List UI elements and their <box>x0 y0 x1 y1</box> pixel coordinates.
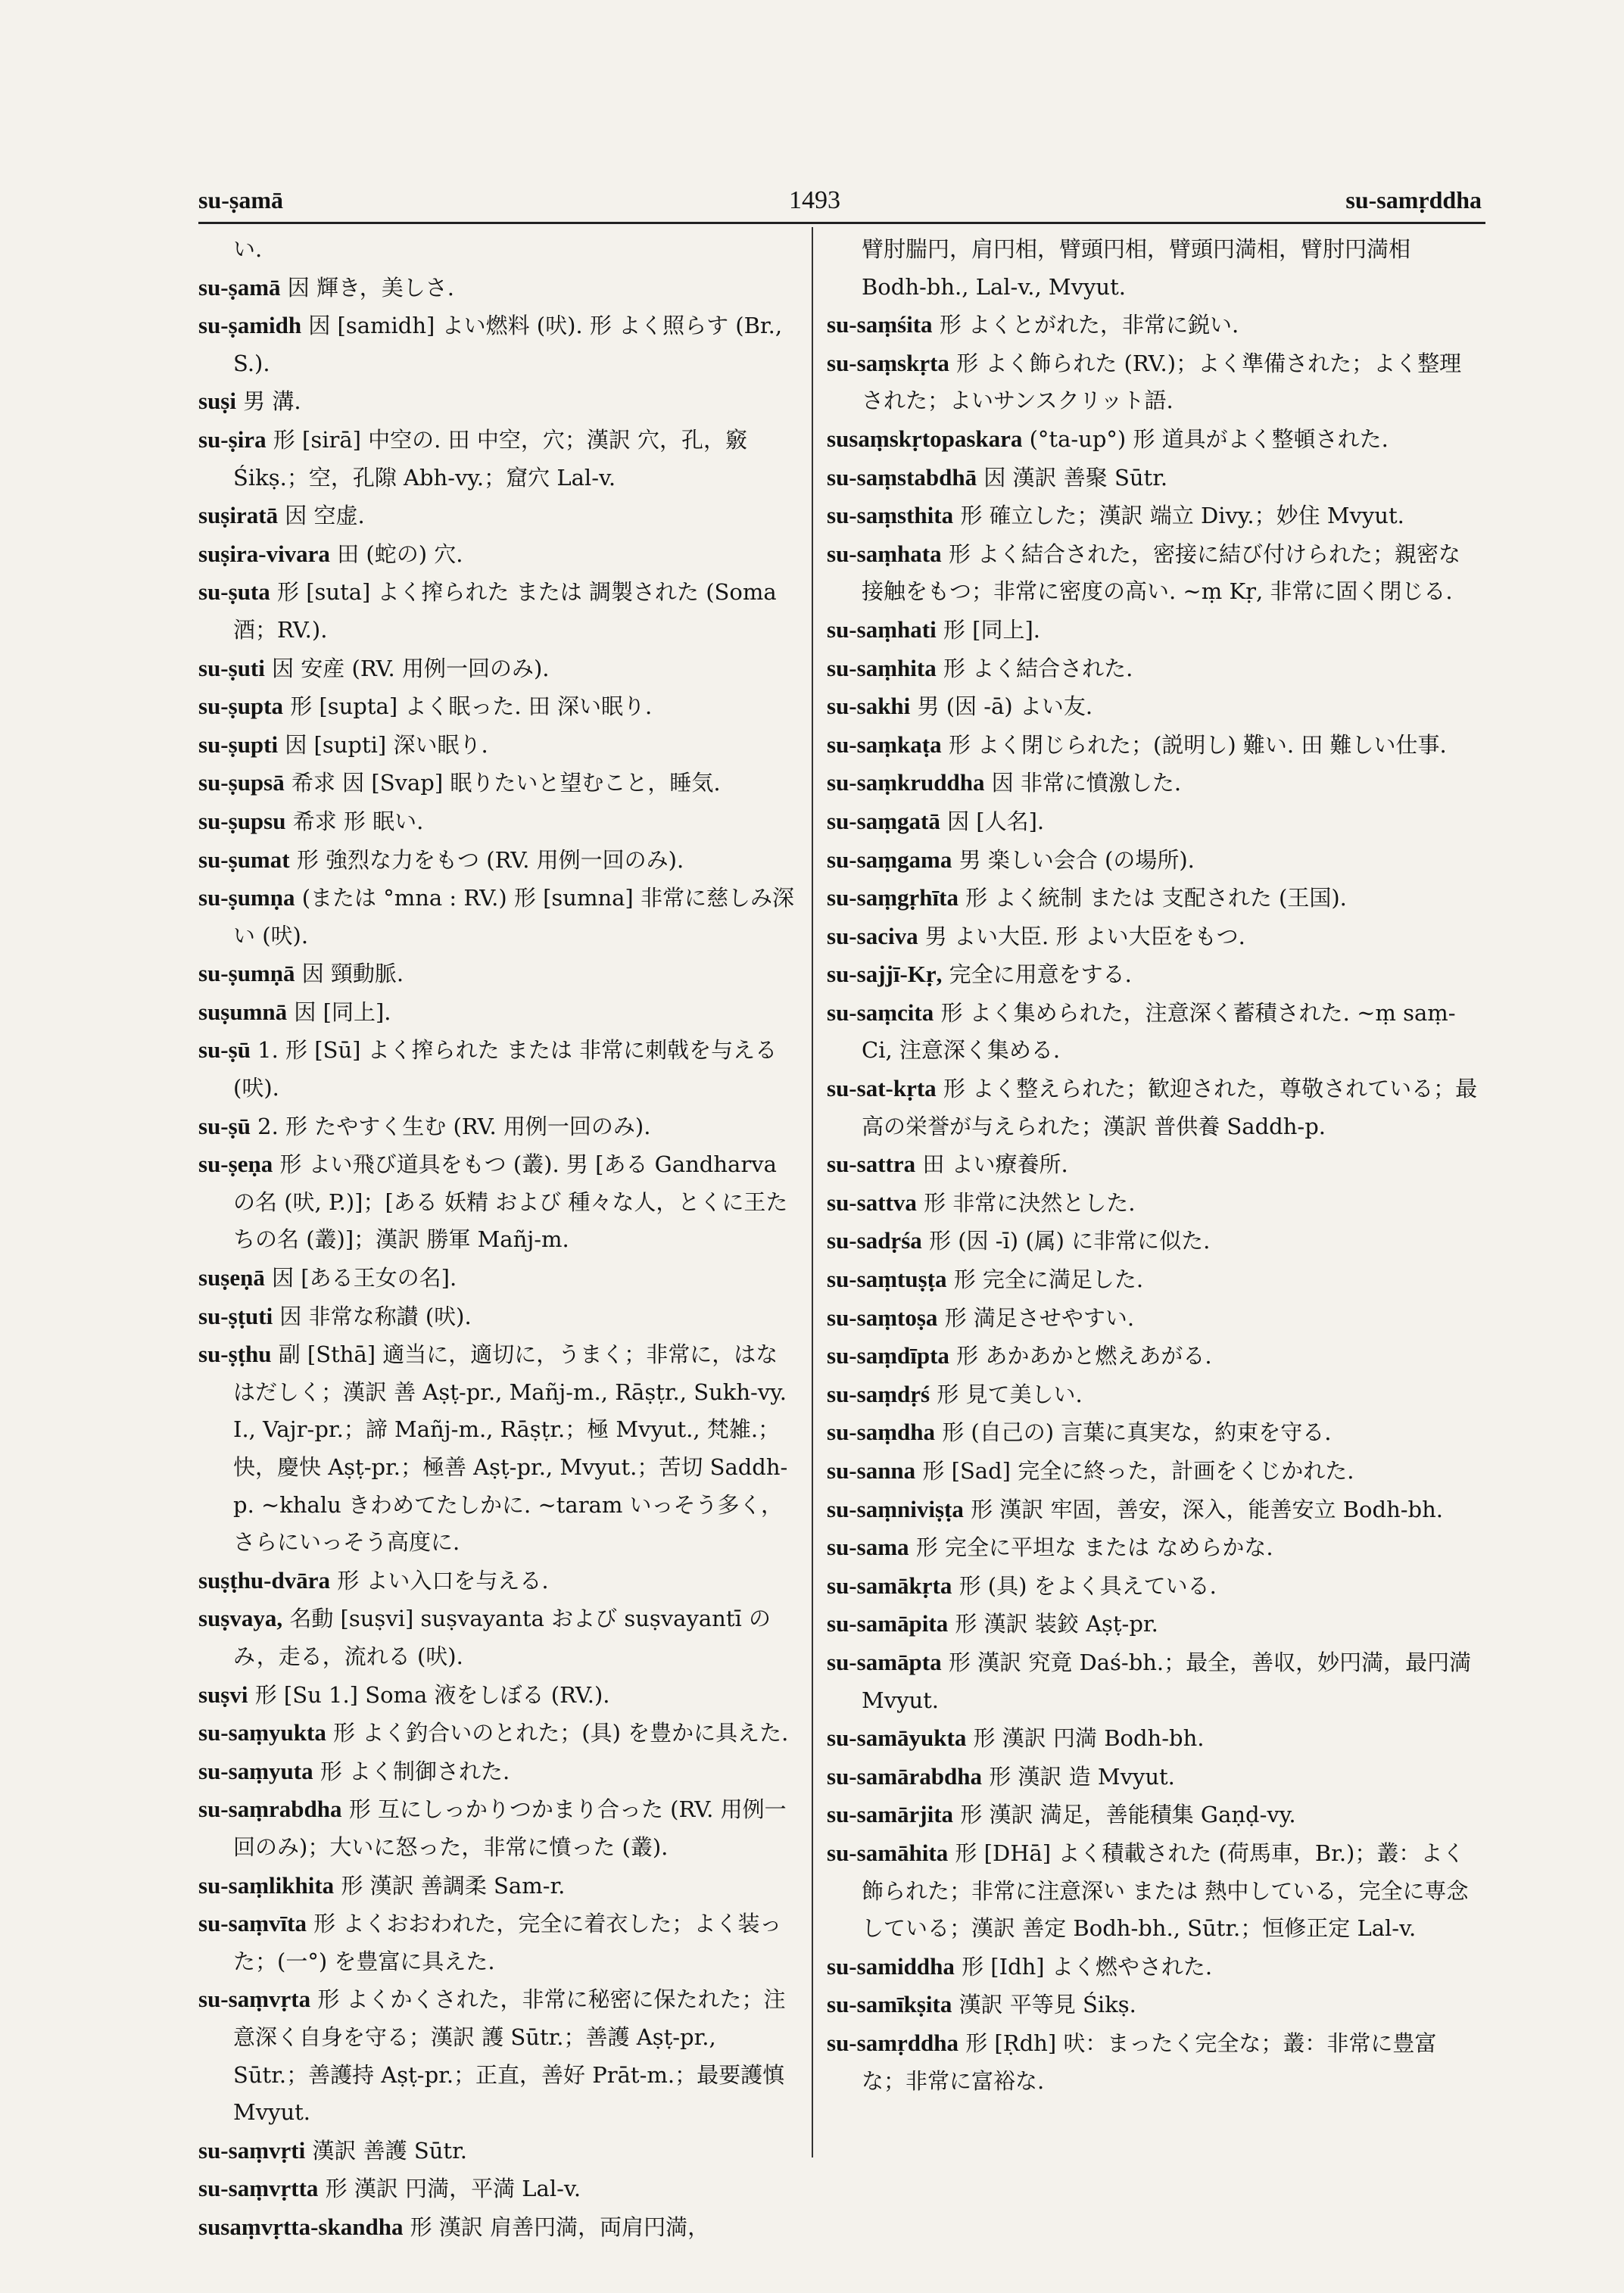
entry-headword: su-sattva <box>827 1189 917 1216</box>
dictionary-entry <box>198 2132 796 2170</box>
entry-headword: su-saṃtuṣṭa <box>827 1266 947 1293</box>
entry-definition: 形 漢訳 満足，善能積集 Gaṇḍ-vy. <box>960 1802 1296 1828</box>
entry-headword: su-ṣumṇa <box>198 884 295 911</box>
entry-definition: 形 よく整えられた；歓迎された，尊敬されている；最高の栄誉が与えられた；漢訳 普供養 Saddh-p. <box>862 1076 1478 1139</box>
dictionary-entry <box>827 802 1478 841</box>
entry-headword: su-samāhita <box>827 1839 949 1866</box>
entry-headword: su-ṣupti <box>198 731 279 758</box>
dictionary-entry <box>198 1867 796 1905</box>
dictionary-entry <box>198 231 796 269</box>
entry-definition: 形 漢訳 円満 Bodh-bh. <box>973 1725 1205 1752</box>
entry-headword: su-ṣamā <box>198 273 281 301</box>
entry-definition: 希求 因 [Svap] 眠りたいと望むこと，睡気. <box>291 770 721 796</box>
entry-headword: su-ṣumat <box>198 846 290 873</box>
entry-definition: 形 [Su 1.] Soma 液をしぼる (RV.). <box>254 1681 610 1708</box>
entry-headword: su-sadṛśa <box>827 1227 922 1254</box>
entry-definition: 形 よくおおわれた，完全に着衣した；よく装った；(一°) を豊富に具えた. <box>233 1911 782 1974</box>
dictionary-entry <box>827 1491 1478 1529</box>
entry-definition: 形 よく結合された. <box>943 655 1133 681</box>
dictionary-entry <box>198 726 796 765</box>
entry-definition: 形 [sirā] 中空の. 田 中空，穴；漢訳 穴，孔，竅 Śikṣ.；空，孔隙 Abh-vy.；窟穴 Lal-v. <box>233 426 748 491</box>
entry-headword: su-sattra <box>827 1151 916 1178</box>
dictionary-entry <box>827 726 1478 765</box>
dictionary-entry <box>198 841 796 880</box>
dictionary-entry <box>198 1298 796 1336</box>
entry-definition: 形 よく釣合いのとれた；(具) を豊かに具えた. <box>333 1720 789 1746</box>
entry-definition: 2. 形 たやすく生む (RV. 用例一回のみ). <box>257 1113 651 1139</box>
dictionary-entry <box>198 1259 796 1298</box>
dictionary-entry <box>198 1905 796 1980</box>
entry-headword: su-sakhi <box>827 693 911 720</box>
entry-definition: 形 [suta] よく搾られた または 調製された (Soma 酒；RV.). <box>233 579 777 643</box>
entry-headword: su-saṃlikhita <box>198 1871 335 1899</box>
entry-headword: su-saṃcita <box>827 999 934 1026</box>
entry-definition: 因 非常な称讃 (吠). <box>279 1303 472 1329</box>
entry-definition: 因 [同上]. <box>294 999 391 1025</box>
dictionary-entry <box>198 1108 796 1146</box>
dictionary-entry <box>827 1719 1478 1758</box>
header-rule <box>198 222 1485 224</box>
dictionary-entry <box>827 611 1478 650</box>
entry-headword: su-ṣṭhu <box>198 1341 272 1368</box>
entry-headword: su-samāyukta <box>827 1724 967 1752</box>
dictionary-entry <box>198 421 796 497</box>
entry-headword: suṣumnā <box>198 998 288 1025</box>
dictionary-entry <box>827 231 1478 306</box>
dictionary-entry <box>198 269 796 307</box>
dictionary-entry <box>827 1986 1478 2024</box>
entry-headword: su-sajjī-Kṛ, <box>827 961 943 988</box>
dictionary-entry <box>827 687 1478 726</box>
entry-definition: 形 完全に満足した. <box>953 1266 1144 1293</box>
entry-definition: (°ta-up°) 形 道具がよく整頓された. <box>1029 425 1389 452</box>
dictionary-entry <box>198 1676 796 1715</box>
entry-definition: 因 漢訳 善聚 Sūtr. <box>983 464 1168 491</box>
dictionary-entry <box>198 497 796 535</box>
entry-headword: susaṃskṛtopaskara <box>827 425 1023 452</box>
dictionary-entry <box>827 841 1478 880</box>
page-number: 1493 <box>789 186 840 214</box>
entry-headword: su-ṣuti <box>198 654 265 681</box>
entry-headword: su-ṣū <box>198 1112 251 1139</box>
entry-headword: su-samīkṣita <box>827 1991 952 2018</box>
dictionary-entry <box>198 879 796 955</box>
dictionary-entry <box>198 1752 796 1791</box>
dictionary-entry <box>198 764 796 802</box>
entry-headword: su-saṃkruddha <box>827 769 985 796</box>
entry-definition: 形 [同上]. <box>943 616 1040 643</box>
entry-definition: 形 [DHā] よく積載された (荷馬車，Br.)；叢：よく飾られた；非常に注意深い または 熱中している，完全に専念している；漢訳 善定 Bodh-bh., Sūtr.；恒修正定 Lal-v. <box>862 1840 1469 1942</box>
entry-headword: suṣira-vivara <box>198 540 330 567</box>
entry-headword: su-saṃvṛti <box>198 2136 306 2164</box>
entry-headword: su-ṣamidh <box>198 312 302 339</box>
entry-headword: su-saṃdṛś <box>827 1380 930 1407</box>
dictionary-entry <box>198 1600 796 1675</box>
entry-definition: 形 非常に決然とした. <box>924 1189 1136 1216</box>
dictionary-entry <box>827 1452 1478 1491</box>
dictionary-entry <box>827 344 1478 420</box>
entry-headword: suṣṭhu-dvāra <box>198 1566 330 1594</box>
entry-definition: 形 漢訳 善調柔 Sam-r. <box>341 1872 566 1899</box>
entry-headword: su-saṃkaṭa <box>827 731 942 758</box>
dictionary-entry <box>827 306 1478 344</box>
entry-definition: 形 (具) をよく具えている. <box>959 1572 1217 1599</box>
dictionary-entry <box>827 955 1478 994</box>
entry-headword: su-saciva <box>827 922 918 949</box>
entry-headword: su-saṃdha <box>827 1419 935 1446</box>
entry-definition: 希求 形 眠い. <box>292 808 424 834</box>
entry-definition: 漢訳 平等見 Śikṣ. <box>959 1992 1136 2018</box>
entry-definition: 名動 [suṣvi] suṣvayanta および suṣvayantī のみ，走る，流れる (吠). <box>233 1606 771 1669</box>
entry-definition: 形 [Ṛdh] 吠：まったく完全な；叢：非常に豊富な；非常に富裕な. <box>862 2030 1437 2094</box>
dictionary-entry <box>827 1375 1478 1414</box>
dictionary-entry <box>827 1948 1478 1986</box>
entry-definition: 男 (因 -ā) よい友. <box>917 693 1093 720</box>
entry-headword: su-ṣumṇā <box>198 960 295 987</box>
entry-headword: su-saṃstabdhā <box>827 463 977 491</box>
entry-definition: 形 [Sad] 完全に終った，計画をくじかれた. <box>922 1458 1354 1484</box>
entry-headword: su-saṃhita <box>827 654 937 681</box>
entry-headword: su-samārjita <box>827 1801 954 1828</box>
entry-definition: 形 よく閉じられた；(説明し) 難い. 田 難しい仕事. <box>948 731 1447 758</box>
entry-headword: su-saṃtoṣa <box>827 1304 938 1331</box>
entry-headword: su-sat-kṛta <box>827 1075 937 1102</box>
entry-headword: su-samārabdha <box>827 1762 982 1790</box>
dictionary-entry <box>827 535 1478 611</box>
dictionary-entry <box>827 1070 1478 1145</box>
entry-headword: suṣvi <box>198 1681 248 1708</box>
entry-headword: su-saṃhati <box>827 615 937 643</box>
entry-definition: 形 完全に平坦な または なめらかな. <box>915 1534 1273 1561</box>
dictionary-entry <box>827 1413 1478 1452</box>
entry-headword: suṣi <box>198 388 236 415</box>
entry-definition: 形 [Idh] よく燃やされた. <box>962 1953 1213 1980</box>
entry-definition: 形 あかあかと燃えあがる. <box>956 1343 1212 1369</box>
entry-definition: 形 よく集められた，注意深く蓄積された. ~ṃ saṃ-Ci, 注意深く集める. <box>862 999 1456 1064</box>
entry-headword: su-ṣuta <box>198 578 270 606</box>
entry-definition: 形 よく結合された，密接に結び付けられた；親密な接触をもつ；非常に密度の高い. ~ṃ Kṛ, 非常に固く閉じる. <box>862 541 1461 605</box>
dictionary-entry <box>198 1562 796 1600</box>
entry-headword: su-saṃyuta <box>198 1757 313 1784</box>
entry-definition: 男 溝. <box>243 388 301 415</box>
dictionary-entry <box>827 1337 1478 1375</box>
entry-definition: 因 安産 (RV. 用例一回のみ). <box>272 655 550 681</box>
dictionary-entry <box>827 1643 1478 1719</box>
entry-definition: 形 漢訳 肩善円満，両肩円満， <box>410 2214 710 2240</box>
entry-headword: su-saṃyukta <box>198 1719 326 1746</box>
entry-headword: su-ṣeṇa <box>198 1151 273 1178</box>
entry-headword: su-samiddha <box>827 1952 955 1980</box>
entry-definition: い. <box>233 236 263 262</box>
entry-headword: su-saṃniviṣṭa <box>827 1495 964 1522</box>
dictionary-entry <box>827 879 1478 918</box>
entry-headword: su-ṣupsu <box>198 807 286 834</box>
entry-definition: 因 空虚. <box>285 503 365 529</box>
entry-definition: 形 よく飾られた (RV.)；よく準備された；よく整理された；よいサンスクリット語. <box>862 350 1462 414</box>
entry-definition: 形 (自己の) 言葉に真実な，約束を守る. <box>942 1419 1332 1446</box>
dictionary-entry <box>198 2208 796 2247</box>
entry-headword: su-samāpita <box>827 1610 949 1637</box>
entry-headword: su-saṃrabdha <box>198 1796 342 1823</box>
entry-definition: 形 よい飛び道具をもつ (叢). 男 [ある Gandharva の名 (吠, P.)]；[ある 妖精 および 種々な人，とくに王たちの名 (叢)]；漢訳 勝軍 Mañj-m. <box>233 1151 788 1253</box>
entry-definition: 田 よい療養所. <box>922 1151 1068 1178</box>
entry-headword: su-samāpta <box>827 1648 942 1675</box>
dictionary-entry <box>198 535 796 574</box>
dictionary-entry <box>198 1031 796 1107</box>
entry-definition: (または °mna : RV.) 形 [sumna] 非常に慈しみ深い (吠). <box>233 885 794 949</box>
entry-definition: 因 [ある王女の名]. <box>272 1265 457 1291</box>
entry-definition: 形 見て美しい. <box>937 1381 1083 1407</box>
dictionary-entry <box>827 764 1478 802</box>
entry-headword: su-saṃvīta <box>198 1910 307 1937</box>
dictionary-entry <box>827 1605 1478 1643</box>
entry-definition: 臂肘腨円，肩円相，臂頭円相，臂頭円満相，臂肘円満相 Bodh-bh., Lal-v., Mvyut. <box>862 236 1411 300</box>
entry-headword: suṣiratā <box>198 502 279 529</box>
entry-headword: su-ṣupsā <box>198 769 285 796</box>
column-divider <box>812 227 813 2157</box>
dictionary-entry <box>198 955 796 993</box>
entry-definition: 形 よくとがれた，非常に鋭い. <box>939 312 1239 338</box>
entry-definition: 1. 形 [Sū] よく搾られた または 非常に刺戟を与える (吠). <box>233 1037 778 1101</box>
dictionary-entry <box>198 1335 796 1562</box>
dictionary-entry <box>198 802 796 841</box>
entry-headword: su-saṃgama <box>827 846 952 873</box>
entry-headword: su-saṃvṛta <box>198 1986 311 2013</box>
dictionary-entry <box>827 1260 1478 1299</box>
entry-headword: su-saṃśita <box>827 311 933 338</box>
entry-headword: su-samṛddha <box>827 2029 959 2056</box>
entry-definition: 因 [supti] 深い眠り. <box>285 731 488 758</box>
entry-definition: 田 (蛇の) 穴. <box>337 541 463 567</box>
entry-headword: su-saṃgṛhīta <box>827 884 959 911</box>
entry-headword: su-sama <box>827 1534 909 1561</box>
entry-headword: su-sanna <box>827 1457 916 1484</box>
entry-definition: 形 よい入口を与える. <box>337 1567 549 1594</box>
dictionary-entry <box>198 1790 796 1866</box>
entry-headword: su-saṃhata <box>827 540 942 567</box>
dictionary-entry <box>827 918 1478 956</box>
entry-definition: 形 満足させやすい. <box>944 1304 1135 1331</box>
right-running-headword: su-samṛddha <box>1345 186 1482 213</box>
entry-definition: 男 楽しい会合 (の場所). <box>959 846 1195 873</box>
entry-definition: 形 [supta] よく眠った. 田 深い眠り. <box>290 693 653 720</box>
dictionary-entry <box>827 1145 1478 1184</box>
dictionary-entry <box>198 573 796 649</box>
dictionary-entry <box>198 1980 796 2131</box>
dictionary-entry <box>198 307 796 382</box>
entry-definition: 形 互にしっかりつかまり合った (RV. 用例一回のみ)；大いに怒った，非常に憤った (叢). <box>233 1796 787 1860</box>
entry-definition: 形 強烈な力をもつ (RV. 用例一回のみ). <box>296 846 684 873</box>
entry-headword: su-ṣṭuti <box>198 1302 273 1329</box>
entry-definition: 副 [Sthā] 適当に，適切に，うまく；非常に，はなはだしく；漢訳 善 Aṣṭ-pr., Mañj-m., Rāṣṭr., Sukh-vy. I., Vajr-pr.；諦 Mañj-m., Rāṣṭr.；極 Mvyut., 梵雑.；快，慶快 Aṣṭ-pr.；極善 Aṣṭ-pr., Mvyut.；苦切 Saddh-p. ~khalu きわめてたしかに. ~taram いっそう多く，さらにいっそう高度に. <box>233 1341 788 1556</box>
entry-headword: su-saṃsthita <box>827 502 954 529</box>
dictionary-entry <box>827 459 1478 497</box>
entry-definition: 漢訳 善護 Sūtr. <box>312 2137 467 2164</box>
dictionary-entry <box>827 1834 1478 1948</box>
entry-definition: 形 漢訳 究竟 Daś-bh.；最全，善収，妙円満，最円満 Mvyut. <box>862 1649 1472 1713</box>
entry-definition: 因 [samidh] よい燃料 (吠). 形 よく照らす (Br., S.). <box>233 313 783 376</box>
entry-headword: su-ṣupta <box>198 693 283 720</box>
entry-definition: 形 よく統制 または 支配された (王国). <box>965 885 1347 911</box>
dictionary-entry <box>827 497 1478 535</box>
entry-definition: 男 よい大臣. 形 よい大臣をもつ. <box>924 923 1245 949</box>
dictionary-entry <box>198 2170 796 2208</box>
entry-definition: 形 漢訳 牢固，善安，深入，能善安立 Bodh-bh. <box>971 1496 1444 1522</box>
entry-headword: su-ṣū <box>198 1036 251 1064</box>
entry-definition: 形 (因 -ī) (属) に非常に似た. <box>928 1228 1211 1254</box>
dictionary-entry <box>827 1567 1478 1606</box>
page-header <box>198 186 1482 217</box>
entry-definition: 形 漢訳 装鉸 Aṣṭ-pr. <box>955 1611 1158 1637</box>
entry-definition: 因 輝き，美しさ. <box>287 274 455 301</box>
entry-definition: 形 漢訳 造 Mvyut. <box>989 1763 1175 1790</box>
dictionary-entry <box>827 994 1478 1070</box>
entry-headword: su-saṃdīpta <box>827 1342 949 1369</box>
dictionary-entry <box>198 1145 796 1259</box>
dictionary-entry <box>827 1796 1478 1834</box>
entry-definition: 完全に用意をする. <box>949 961 1132 988</box>
entry-headword: su-samākṛta <box>827 1572 952 1599</box>
entry-headword: su-saṃvṛtta <box>198 2175 319 2202</box>
dictionary-entry <box>827 1528 1478 1567</box>
left-running-headword: su-ṣamā <box>198 186 284 213</box>
dictionary-entry <box>198 650 796 688</box>
dictionary-entry <box>827 420 1478 459</box>
dictionary-entry <box>827 1758 1478 1796</box>
right-column <box>827 231 1478 2100</box>
dictionary-entry <box>827 1222 1478 1260</box>
dictionary-entry <box>198 1714 796 1752</box>
entry-definition: 形 確立した；漢訳 端立 Divy.；妙住 Mvyut. <box>960 503 1404 529</box>
entry-definition: 形 よく制御された. <box>320 1758 510 1784</box>
entry-definition: 因 非常に憤激した. <box>991 770 1182 796</box>
entry-definition: 形 よくかくされた，非常に秘密に保たれた；注意深く自身を守る；漢訳 護 Sūtr.；善護 Aṣṭ-pr., Sūtr.；善護持 Aṣṭ-pr.；正直，善好 Prāt-m.；最要護慎 Mvyut. <box>233 1986 786 2126</box>
dictionary-entry <box>198 382 796 421</box>
entry-definition: 形 漢訳 円満，平満 Lal-v. <box>325 2176 581 2202</box>
dictionary-entry <box>198 993 796 1032</box>
entry-headword: su-ṣira <box>198 425 267 453</box>
dictionary-entry <box>827 650 1478 688</box>
dictionary-entry <box>827 1184 1478 1223</box>
entry-definition: 因 頸動脈. <box>301 961 404 987</box>
dictionary-entry <box>827 2024 1478 2100</box>
entry-definition: 因 [人名]. <box>947 808 1045 834</box>
entry-headword: su-saṃskṛta <box>827 349 949 376</box>
entry-headword: suṣeṇā <box>198 1264 265 1291</box>
entry-headword: su-saṃgatā <box>827 807 940 834</box>
dictionary-entry <box>827 1299 1478 1338</box>
entry-headword: susaṃvṛtta-skandha <box>198 2213 404 2240</box>
entry-headword: suṣvaya, <box>198 1605 283 1632</box>
dictionary-entry <box>198 687 796 726</box>
left-column <box>198 231 796 2246</box>
